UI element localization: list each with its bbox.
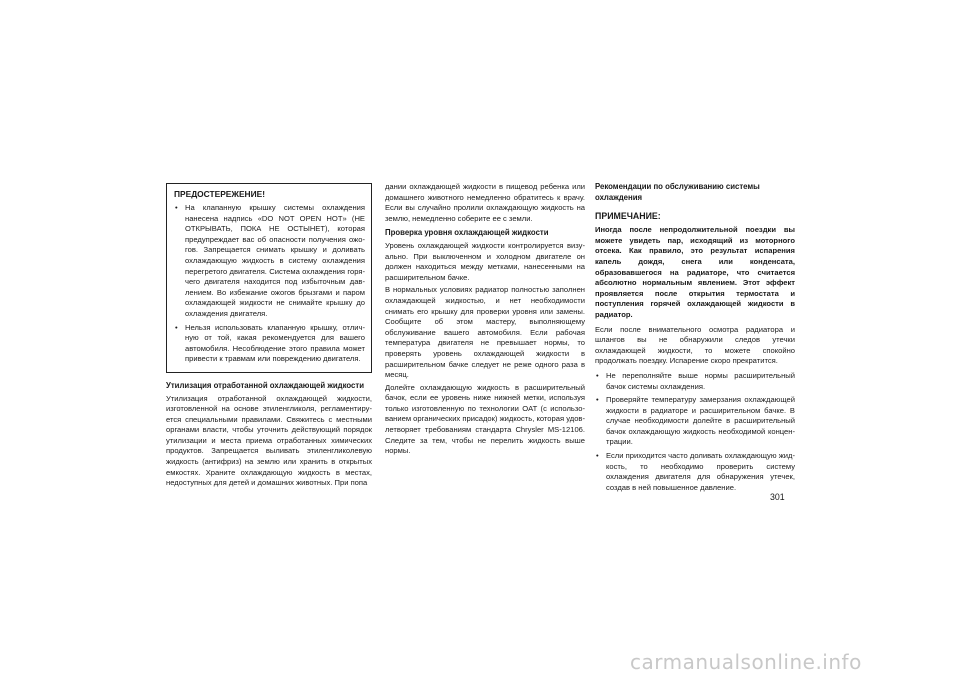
section-heading-level-check: Проверка уровня охлаждающей жидкости	[385, 228, 549, 238]
maintenance-item: • Проверяйте температуру замерзания охлаждающей жидкости в радиаторе и расширительном бачке. В случае необходимости долейте в расширительный бачок охлаждающую жидкость необходимой концентрации.	[595, 395, 795, 448]
section-heading-disposal: Утилизация отработанной охлаждающей жидкости	[166, 380, 365, 390]
level-paragraph-1: Уровень охлаждающей жидкости контролируется визуально. При выключенном и холодном двигателе он должен находиться между метками, нанесенными на расширительном бачке.	[385, 240, 585, 282]
maintenance-item: • Если приходится часто доливать охлаждающую жидкость, то необходимо проверить систему охлаждения двигателя для обнаружения утечек, создав в ней повышенное давление.	[595, 451, 795, 493]
level-paragraph-3: Долейте охлаждающую жидкость в расширительный бачок, если ее уровень ниже нижней метки, используя только изготовленную по технологии OAT (с использованием органических присадок) жидкость, которая удовлетворяет требованиям стандарта Chrysler MS-12106. Следите за тем, чтобы не перелить жидкость выше нормы.	[385, 382, 585, 456]
warning-list	[174, 203, 365, 365]
right-column	[595, 182, 795, 496]
warning-box	[166, 183, 372, 373]
maintenance-item: • Не переполняйте выше нормы расширительный бачок системы охлаждения.	[595, 371, 795, 392]
watermark: carmanualsonline.info	[630, 650, 862, 674]
disposal-paragraph: Утилизация отработанной охлаждающей жидкости, изготовленной на основе этиленгликоля, регламентируется специальными правилами. Свяжитесь с местными органами власти, чтобы уточнить действующий порядок утилизации и места приема отработанных химических продуктов. Запрещается выливать этиленгликолевую жидкость (антифриз) на землю или хранить в открытых емкостях. Храните охлаждающую жидкость в местах, недоступных для детей и домашних животных. При попа	[166, 393, 372, 488]
note-title: ПРИМЕЧАНИЕ:	[595, 211, 661, 222]
level-paragraph-2: В нормальных условиях радиатор полностью заполнен охлаждающей жидкостью, и нет необходимости снимать его крышку для проверки уровня или замены. Сообщите об этом мастеру, выполняющему обслуживание вашего автомобиля. Если рабочая температура двигателя не превышает нормы, то проверять уровень охлаждающей жидкости в расширительном бачке следует не реже одного раза в месяц.	[385, 285, 585, 380]
warning-item: • На клапанную крышку системы охлаждения нанесена надпись «DO NOT OPEN HOT» (НЕ ОТКРЫВАТЬ, ПОКА НЕ ОСТЫНЕТ), которая предупреждает вас об опасности получения ожогов. Запрещается снимать крышку и доливать охлаждающую жидкость в систему охлаждения перегретого двигателя. Система охлаждения горячего двигателя находится под избыточным давлением. Во избежание ожогов брызгами и паром охлаждающей жидкости не снимайте крышку до охлаждения двигателя.	[174, 203, 365, 320]
left-column	[166, 183, 372, 489]
maintenance-paragraph: Если после внимательного осмотра радиатора и шлангов вы не обнаружили следов утечки охлаждающей жидкости, то можете спокойно продолжать поездку. Испарение скоро прекратится.	[595, 324, 795, 366]
warning-title: ПРЕДОСТЕРЕЖЕНИЕ!	[174, 189, 265, 199]
maintenance-list	[595, 371, 795, 494]
disposal-paragraph-continued: дании охлаждающей жидкости в пищевод ребенка или домашнего животного немедленно обратитесь к врачу. Если вы случайно пролили охлаждающую жидкость на землю, немедленно соберите ее с земли.	[385, 182, 585, 223]
middle-column	[385, 182, 585, 457]
section-heading-maintenance: Рекомендации по обслуживанию системы охлаждения	[595, 182, 760, 202]
page-number: 301	[770, 492, 785, 502]
note-text: Иногда после непродолжительной поездки вы можете увидеть пар, исходящий из моторного отсека. Как правило, это результат испарения капель дождя, снега или конденсата, образовавшегося на радиаторе, что считается абсолютно нормальным явлением. Этот эффект проявляется после открытия термостата и поступления горячей охлаждающей жидкости в радиатор.	[595, 225, 795, 319]
warning-item: • Нельзя использовать клапанную крышку, отличную от той, какая рекомендуется для вашего автомобиля. Несоблюдение этого правила может привести к травмам или повреждению двигателя.	[174, 323, 365, 365]
